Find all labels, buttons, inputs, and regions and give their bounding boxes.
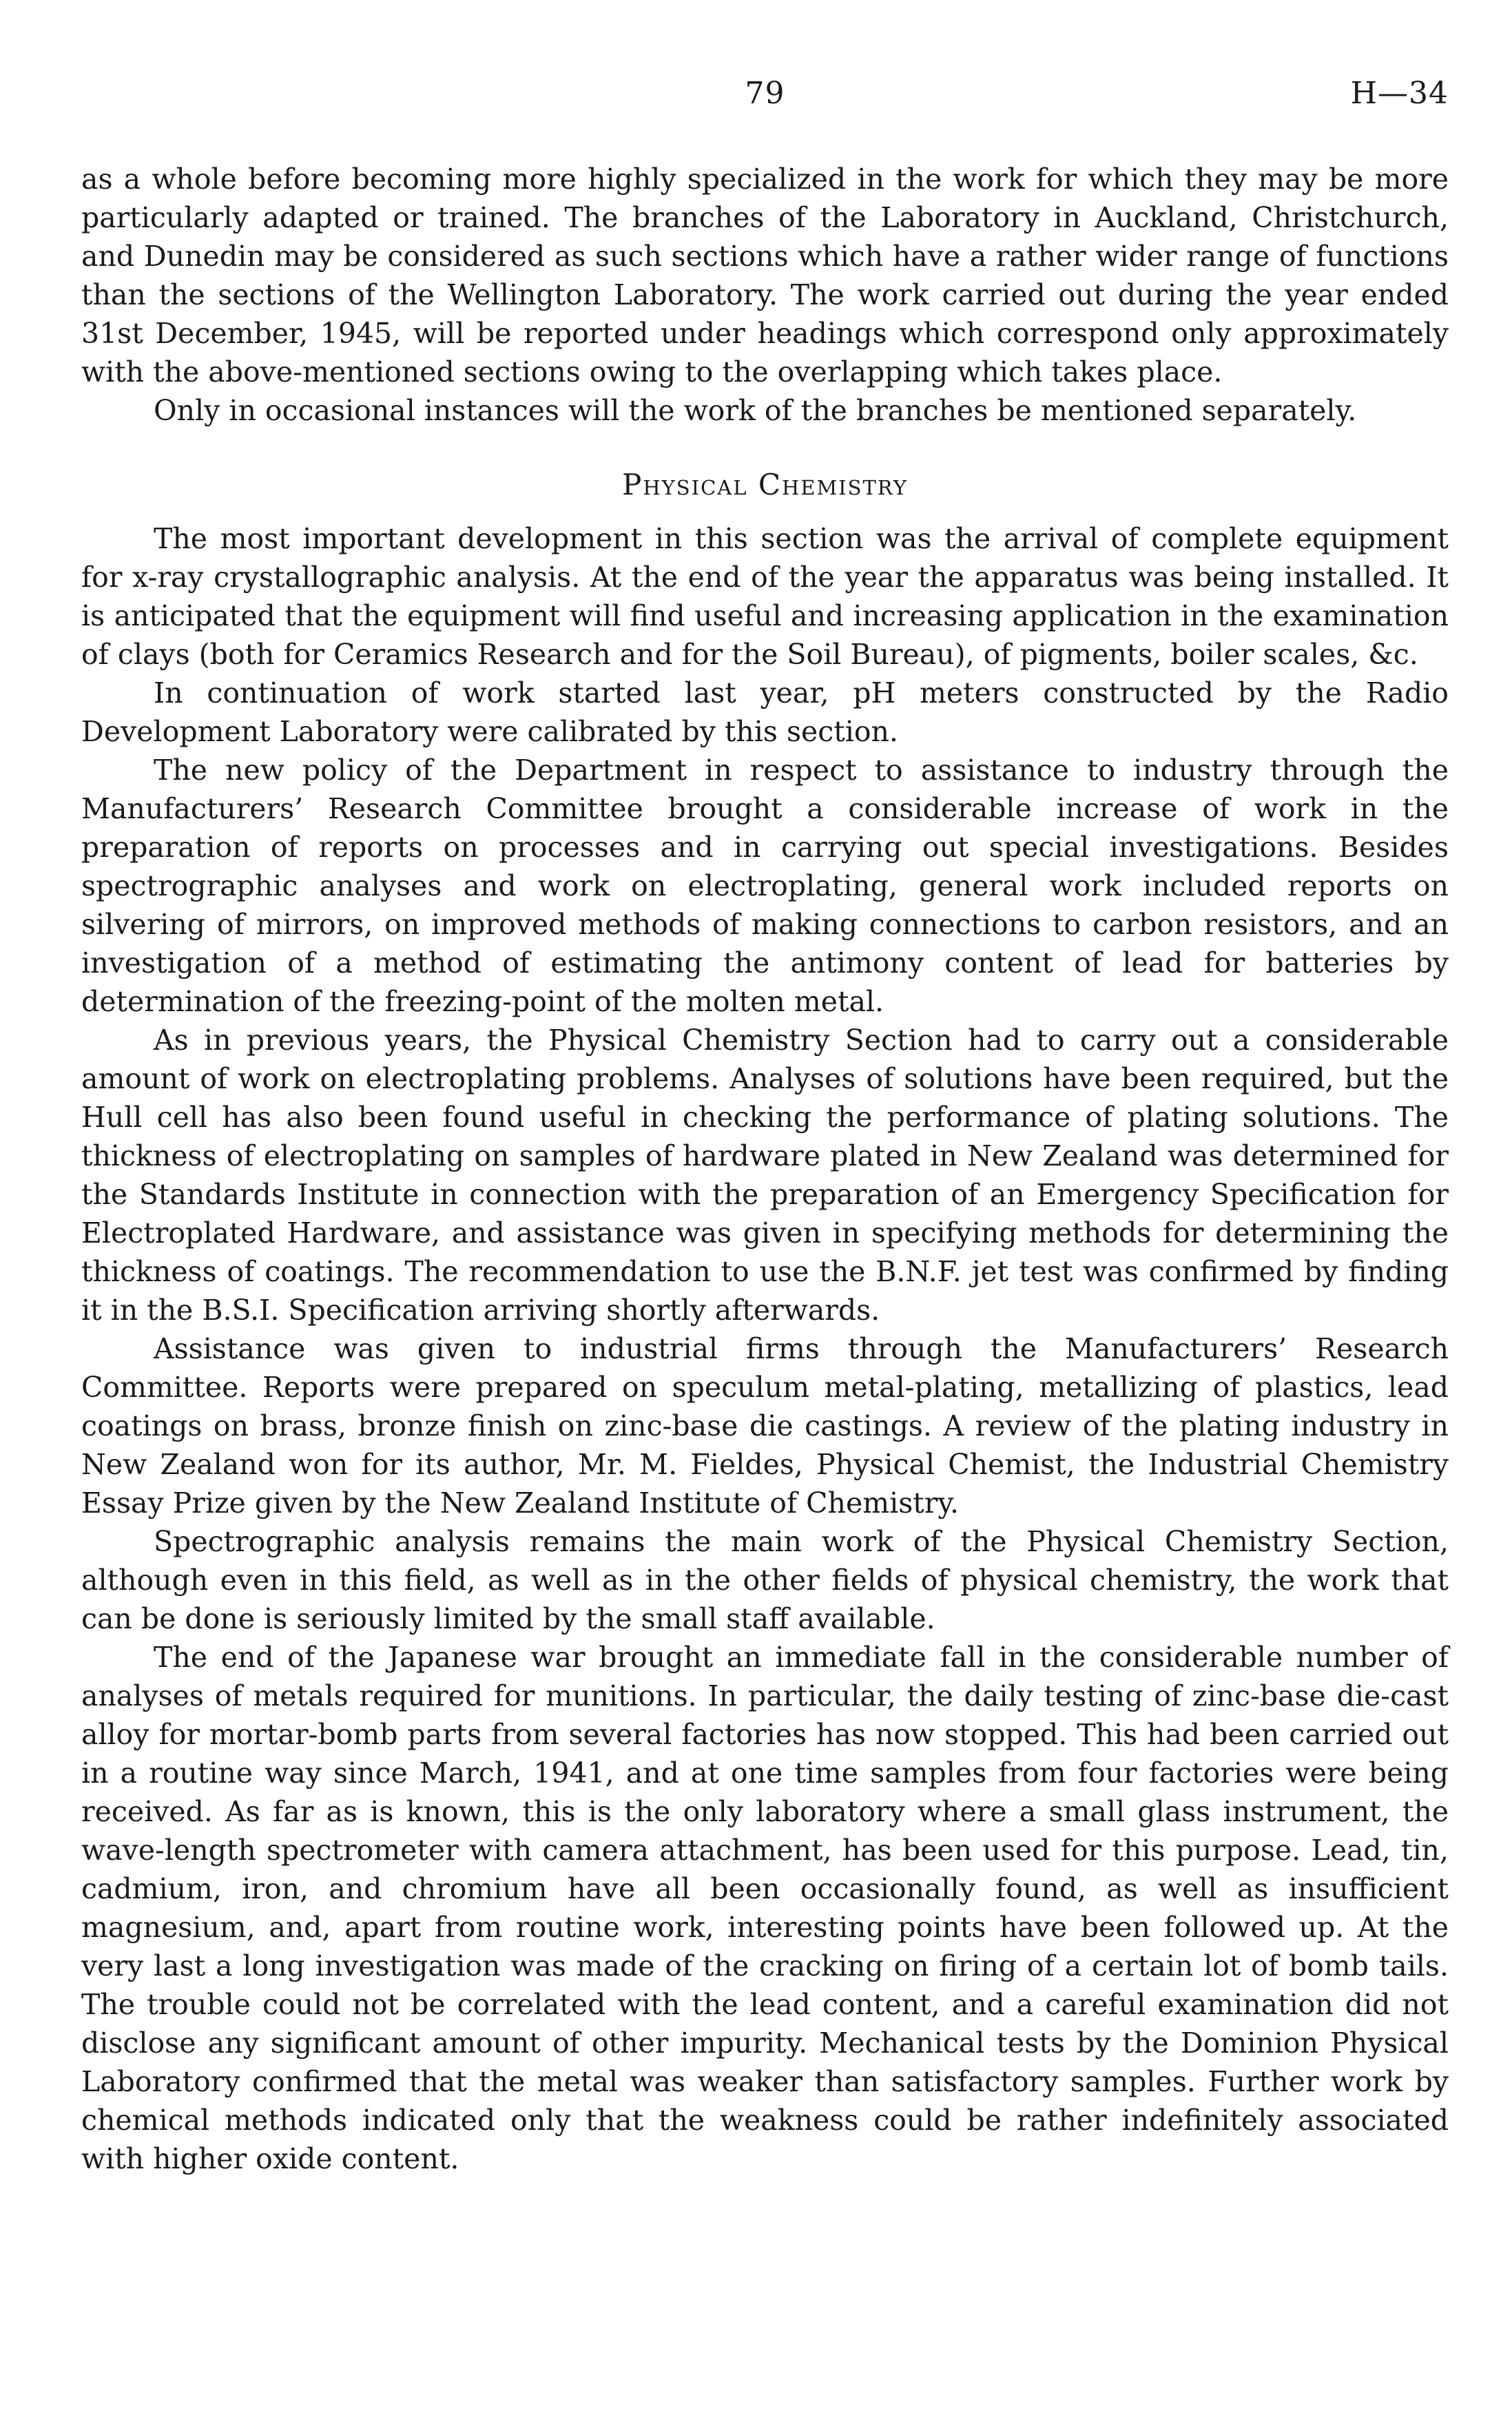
paragraph: The end of the Japanese war brought an immediate fall in the considerable number of analyses of metals required for munitions. In particular, the daily testing of zinc-base die-cast alloy for mortar-bomb parts from several factories has now stopped. This had been carried out in a routine way since March, 1941, and at one time samples from four factories were being received. As far as is known, this is the only laboratory where a small glass instrument, the wave-length spectrometer with camera attachment, has been used for this purpose. Lead, tin, cadmium, iron, and chromium have all been occasionally found, as well as insufficient magnesium, and, apart from routine work, interesting points have been followed up. At the very last a long investigation was made of the cracking on firing of a certain lot of bomb tails. The trouble could not be correlated with the lead content, and a careful examination did not disclose any significant amount of other impurity. Mechanical tests by the Dominion Physical Laboratory confirmed that the metal was weaker than satisfactory samples. Further work by chemical methods indicated only that the weakness could be rather indefinitely associated with higher oxide content. (81, 1641, 1449, 2175)
paragraph: Only in occasional instances will the work of the branches be mentioned separately. (154, 394, 1357, 427)
document-body (81, 160, 1449, 2178)
paragraph: In continuation of work started last year, pH meters constructed by the Radio Development Laboratory were calibrated by this section. (81, 676, 1449, 748)
page-number: 79 (745, 76, 785, 111)
paragraph: Assistance was given to industrial firms through the Manufacturers’ Research Committee. Reports were prepared on speculum metal-plating, metallizing of plastics, lead coatings on brass, bronze finish on zinc-base die castings. A review of the plating industry in New Zealand won for its author, Mr. M. Fieldes, Physical Chemist, the Industrial Chemistry Essay Prize given by the New Zealand Institute of Chemistry. (81, 1332, 1449, 1520)
section-heading: Physical Chemistry (622, 468, 908, 501)
paragraph: The most important development in this section was the arrival of complete equipment for x-ray crystallographic analysis. At the end of the year the apparatus was being installed. It is anticipated that the equipment will find useful and increasing application in the examination of clays (both for Ceramics Research and for the Soil Bureau), of pigments, boiler scales, &c. (81, 522, 1449, 671)
page-header (81, 76, 1449, 124)
document-reference: H—34 (1350, 76, 1449, 111)
paragraph: Spectrographic analysis remains the main work of the Physical Chemistry Section, although even in this field, as well as in the other fields of physical chemistry, the work that can be done is seriously limited by the small staff available. (81, 1525, 1449, 1635)
paragraph: As in previous years, the Physical Chemistry Section had to carry out a considerable amount of work on electroplating problems. Analyses of solutions have been required, but the Hull cell has also been found useful in checking the performance of plating solutions. The thickness of electroplating on samples of hardware plated in New Zealand was determined for the Standards Institute in connection with the preparation of an Emergency Specification for Electroplated Hardware, and assistance was given in specifying methods for determining the thickness of coatings. The recommendation to use the B.N.F. jet test was confirmed by finding it in the B.S.I. Specification arriving shortly afterwards. (81, 1024, 1449, 1327)
paragraph: The new policy of the Department in respect to assistance to industry through the Manufacturers’ Research Committee brought a considerable increase of work in the preparation of reports on processes and in carrying out special investigations. Besides spectrographic analyses and work on electroplating, general work included reports on silvering of mirrors, on improved methods of making connections to carbon resistors, and an investigation of a method of estimating the antimony content of lead for batteries by determination of the freezing-point of the molten metal. (81, 754, 1449, 1018)
paragraph-continued: as a whole before becoming more highly specialized in the work for which they may be more particularly adapted or trained. The branches of the Laboratory in Auckland, Christchurch, and Dunedin may be considered as such sections which have a rather wider range of functions than the sections of the Wellington Laboratory. The work carried out during the year ended 31st December, 1945, will be reported under headings which correspond only approximately with the above-mentioned sections owing to the overlapping which takes place. (81, 163, 1449, 388)
